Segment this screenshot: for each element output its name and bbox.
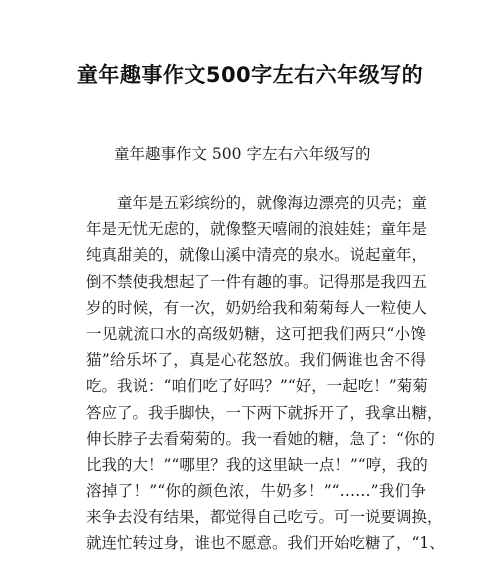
paragraph-line: 倒不禁使我想起了一件有趣的事。记得那是我四五 [86,272,428,291]
paragraph-line: 岁的时候，有一次，奶奶给我和菊菊每人一粒使人 [86,298,428,317]
paragraph-line: 就连忙转过身，谁也不愿意。我们开始吃糖了，“1、 [86,534,445,553]
paragraph-line: 吃。我说：“咱们吃了好吗？”“好，一起吃！”菊菊 [86,377,428,396]
paragraph-line: 年是无忧无虑的，就像整天嘻闹的浪娃娃；童年是 [86,220,428,239]
paragraph-line: 童年是五彩缤纷的，就像海边漂亮的贝壳；童 [117,194,428,212]
paragraph-line: 一见就流口水的高级奶糖，这可把我们两只“小馋 [86,324,426,343]
paragraph-line: 溶掉了！”“你的颜色浓，牛奶多！”“……”我们争 [86,482,426,501]
paragraph-line: 伸长脖子去看菊菊的。我一看她的糖，急了：“你的 [86,429,435,448]
paragraph-line: 纯真甜美的，就像山溪中清亮的泉水。说起童年， [86,246,428,265]
body-subtitle: 童年趣事作文 500 字左右六年级写的 [114,145,371,163]
paragraph-line: 猫”给乐坏了，真是心花怒放。我们俩谁也舍不得 [86,351,426,370]
document-title: 童年趣事作文500字左右六年级写的 [76,63,424,87]
paragraph-line: 来争去没有结果，都觉得自己吃亏。可一说要调换， [86,508,443,527]
paragraph-line: 比我的大！”“哪里？我的这里缺一点！”“哼，我的 [86,455,428,474]
paragraph-line: 答应了。我手脚快，一下两下就拆开了，我拿出糖， [86,403,443,422]
body-paragraph [86,190,445,557]
